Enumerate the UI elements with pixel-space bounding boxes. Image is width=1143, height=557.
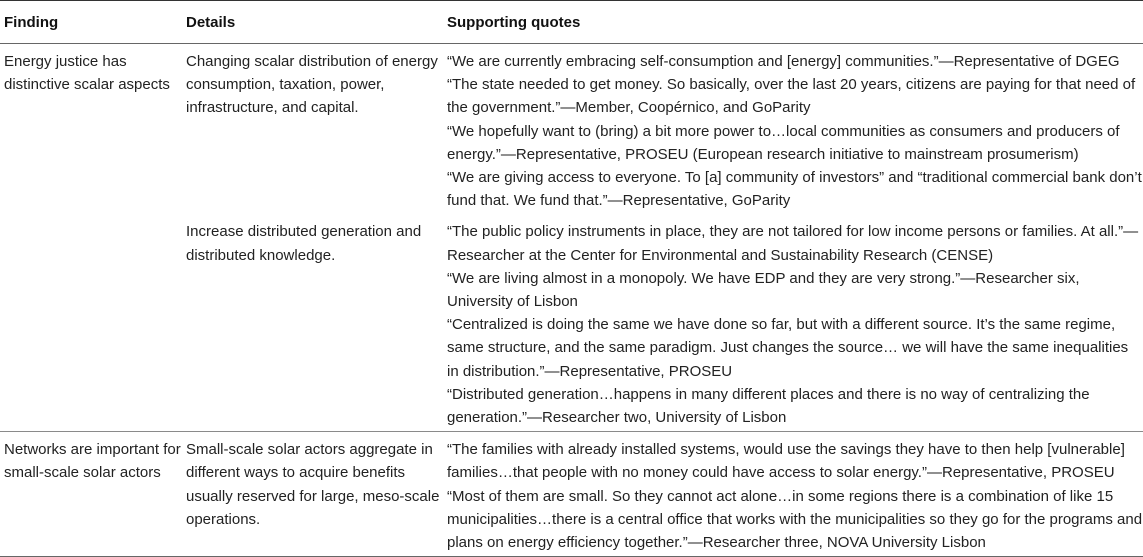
quote: “The state needed to get money. So basically, over the last 20 years, citizens are paying for that need of the government.”—Member, Coopérnico, and GoParity [447, 76, 1136, 117]
quote: “Most of them are small. So they cannot act alone…in some regions there is a combination of like 15 municipalities…there is a central office that works with the municipalities so they go for the programs and plans on energy efficiency together.”—Researcher three, NOVA University Lisbon [447, 487, 1143, 552]
quote: “We hopefully want to (bring) a bit more power to…local communities as consumers and producers of energy.”—Representative, PROSEU (European research initiative to mainstream prosumerism) [447, 122, 1120, 163]
finding-cell: Networks are important for small-scale solar actors [0, 432, 182, 557]
details-cell: Small-scale solar actors aggregate in different ways to acquire benefits usually reserved for large, meso-scale operations. [182, 432, 443, 557]
header-finding: Finding [0, 1, 182, 44]
table-row [0, 44, 1143, 215]
quotes-cell [443, 214, 1143, 431]
header-details: Details [182, 1, 443, 44]
table-row [0, 432, 1143, 557]
details-cell: Increase distributed generation and distributed knowledge. [182, 214, 443, 431]
quotes-cell [443, 44, 1143, 215]
quote: “Centralized is doing the same we have done so far, but with a different source. It’s the same regime, same structure, and the same paradigm. Just changes the source… we will have the same inequalities in distribution.”—Representative, PROSEU [447, 316, 1129, 380]
header-supporting-quotes: Supporting quotes [443, 1, 1143, 44]
quote: “We are living almost in a monopoly. We have EDP and they are very strong.”—Researcher six, University of Lisbon [447, 269, 1080, 311]
details-cell: Changing scalar distribution of energy consumption, taxation, power, infrastructure, and capital. [186, 53, 438, 117]
header-row [0, 1, 1143, 44]
quotes-cell [443, 432, 1143, 557]
quote: “The families with already installed systems, would use the savings they have to then help [vulnerable] families…that people with no money could have access to solar energy.”—Representative, PROSEU [447, 441, 1125, 482]
finding-cell: Energy justice has distinctive scalar aspects [0, 44, 182, 432]
quote: “Distributed generation…happens in many different places and there is no way of centralizing the generation.”—Researcher two, University of Lisbon [447, 385, 1090, 427]
quote: “The public policy instruments in place, they are not tailored for low income persons or families. At all.”—Researcher at the Center for Environmental and Sustainability Research (CENSE) [447, 223, 1139, 264]
quote: “We are giving access to everyone. To [a] community of investors” and “traditional commercial bank don’t fund that. We fund that.”—Representative, GoParity [447, 169, 1142, 210]
quote: “We are currently embracing self-consumption and [energy] communities.”—Representative of DGEG [447, 53, 1120, 70]
